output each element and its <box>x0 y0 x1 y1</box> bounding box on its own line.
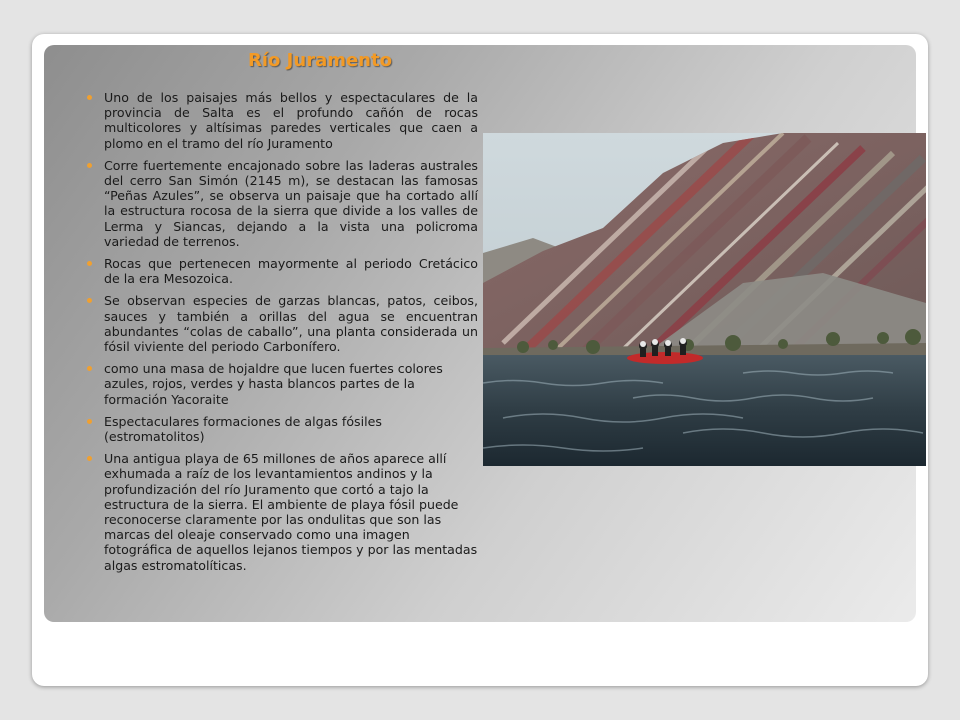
bullet-icon <box>87 366 92 371</box>
bullet-text: Una antigua playa de 65 millones de años aparece allí exhumada a raíz de los levantamientos andinos y la profundización del río Juramento que cortó a tajo la estructura de la sierra. El ambiente de playa fósil puede reconocerse claramente por las ondulitas que son las marcas del oleaje conservado como una imagen fotográfica de aquellos lejanos tiempos y por las mentadas algas estromatolíticas. <box>104 451 478 573</box>
bullet-icon <box>87 298 92 303</box>
bullet-text: Espectaculares formaciones de algas fósiles (estromatolitos) <box>104 413 382 445</box>
bullet-text: Corre fuertemente encajonado sobre las laderas australes del cerro San Simón (2145 m), se destacan las famosas “Peñas Azules”, se observa un paisaje que ha cortado allí la estructura rocosa de la sierra que divide a los valles de Lerma y Siancas, dejando a la vista una policroma variedad de terrenos. <box>104 157 478 249</box>
bullet-item <box>84 451 478 573</box>
bullet-icon <box>87 419 92 424</box>
bullet-item <box>84 256 478 286</box>
bullet-icon <box>87 261 92 266</box>
bullet-text: Uno de los paisajes más bellos y espectaculares de la provincia de Salta es el profundo cañón de rocas multicolores y altísimas paredes verticales que caen a plomo en el tramo del río Juramento <box>104 90 478 151</box>
slide-title: Río Juramento <box>248 50 392 71</box>
bullet-icon <box>87 163 92 168</box>
bullet-item <box>84 158 478 249</box>
bullet-list <box>84 90 478 580</box>
bullet-item <box>84 414 478 444</box>
bullet-text: como una masa de hojaldre que lucen fuertes colores azules, rojos, verdes y hasta blancos partes de la formación Yacoraite <box>104 361 443 407</box>
bullet-icon <box>87 456 92 461</box>
bullet-item <box>84 90 478 151</box>
bullet-text: Se observan especies de garzas blancas, patos, ceibos, sauces y también a orillas del agua se encuentran abundantes “colas de caballo”, una planta considerada un fósil viviente del periodo Carbonífero. <box>104 293 478 355</box>
bullet-item <box>84 293 478 354</box>
bullet-item <box>84 361 478 407</box>
canyon-photo <box>483 133 926 466</box>
bullet-text: Rocas que pertenecen mayormente al periodo Cretácico de la era Mesozoica. <box>104 256 478 287</box>
bullet-icon <box>87 95 92 100</box>
